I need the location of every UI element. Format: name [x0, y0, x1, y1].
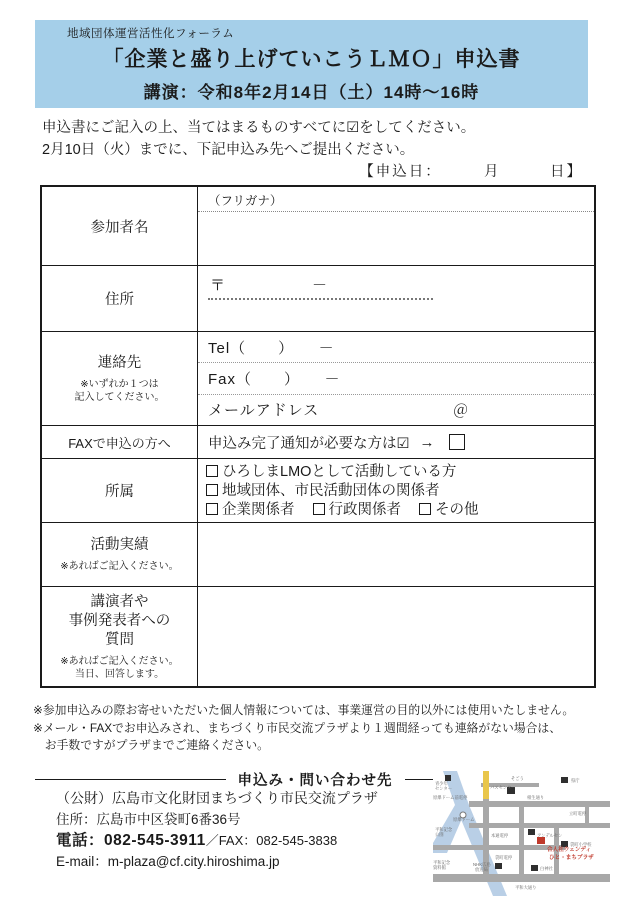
map-label-youth-center-1: 青少年 — [435, 781, 448, 786]
address-input-area[interactable] — [198, 266, 594, 331]
map-label-youth-center-2: センター — [435, 786, 453, 791]
questions-label-line3: 質問 — [105, 631, 134, 648]
address-label: 住所 — [42, 266, 198, 331]
checkbox-icon[interactable] — [206, 465, 218, 477]
privacy-note-line2: ※メール・FAXでお申込みされ、まちづくり市民交流プラザより１週間経っても連絡がない場合は、 — [33, 720, 562, 735]
tel-label: Tel（ ） － — [208, 339, 335, 357]
row-questions — [42, 586, 594, 686]
instruction-line-2: 2月10日（火）までに、下記申込み先へご提出ください。 — [42, 142, 415, 158]
organization-name: （公財）広島市文化財団まちづくり市民交流プラザ — [56, 790, 378, 806]
checkbox-icon[interactable] — [419, 503, 431, 515]
instruction-line-1: 申込書にご記入の上、当てはまるものすべてに☑をしてください。 — [42, 120, 476, 136]
apply-date-field: 【申込日： 月 日】 — [359, 164, 583, 180]
participant-name-input-area[interactable] — [198, 212, 594, 265]
postal-dotted-line — [208, 298, 433, 300]
map-label-peace-park-2: 公園 — [435, 832, 444, 837]
checkbox-icon[interactable] — [206, 503, 218, 515]
email-input-area[interactable] — [198, 394, 594, 425]
row-affiliation — [42, 458, 594, 522]
row-contact — [42, 331, 594, 425]
map-label-aioi-dori: 相生通り — [527, 795, 545, 800]
row-participant-name — [42, 187, 594, 265]
activity-label: 活動実績 — [90, 537, 149, 553]
affiliation-label: 所属 — [42, 459, 198, 522]
contact-label: 連絡先 — [97, 354, 142, 371]
map-label-peace-park-1: 平和記念 — [435, 827, 453, 832]
map-label-dome-stop: 原爆ドーム前電停 — [433, 795, 468, 800]
affiliation-option-label: ひろしまLMOとして活動している方 — [222, 464, 457, 480]
affiliation-option-other[interactable] — [419, 502, 479, 518]
furigana-label: （フリガナ） — [198, 187, 594, 212]
privacy-note-line3: お手数ですがプラザまでご連絡ください。 — [33, 738, 269, 752]
map-label-shirakami: 白神社 — [540, 866, 553, 871]
affiliation-option-company[interactable] — [206, 502, 295, 518]
map-label-andersen: アンデルセン — [537, 833, 563, 838]
participant-name-label: 参加者名 — [42, 187, 198, 265]
form-title: 「企業と盛り上げていこうＬＭＯ」申込書 — [102, 48, 521, 71]
activity-note: ※あればご記入ください。 — [60, 561, 179, 572]
activity-input-area[interactable] — [198, 523, 594, 586]
instructions — [42, 117, 475, 161]
privacy-note-line1: ※参加申込みの際お寄せいただいた個人情報については、事業運営の目的以外には使用いたしません。 — [33, 703, 575, 717]
questions-note-line2: 当日、回答します。 — [74, 668, 165, 680]
email-label: メールアドレス — [208, 402, 320, 420]
affiliation-option-label: 企業関係者 — [222, 502, 295, 518]
fax-label: Fax（ ） － — [208, 370, 341, 388]
at-sign: ＠ — [453, 402, 470, 420]
arrow-right-icon: → — [419, 433, 435, 451]
access-map — [433, 771, 610, 896]
divider-line-left — [35, 779, 226, 780]
map-label-museum-2: 資料館 — [433, 865, 446, 870]
affiliation-option-community[interactable] — [206, 482, 586, 501]
tel-number: 082-545-3911 — [104, 832, 206, 849]
map-label-peace-blvd: 平和大通り — [515, 885, 537, 890]
map-label-kencho: 県庁 — [571, 778, 580, 783]
row-address — [42, 265, 594, 331]
checkbox-icon[interactable] — [313, 503, 325, 515]
map-label-museum-1: 平和記念 — [433, 860, 451, 865]
tel-input-area[interactable] — [198, 332, 594, 362]
map-label-dome: 原爆ドーム — [453, 817, 475, 822]
postal-code-prefix: 〒 － — [210, 277, 330, 294]
email-address: E-mail：m-plaza@cf.city.hiroshima.jp — [56, 854, 280, 869]
row-fax-notice — [42, 425, 594, 458]
application-form-table — [40, 185, 596, 688]
contact-section-heading: 申込み・問い合わせ先 — [237, 773, 393, 789]
forum-name: 地域団体運営活性化フォーラム — [67, 28, 235, 40]
map-svg — [433, 771, 610, 896]
affiliation-option-lmo[interactable] — [206, 463, 586, 482]
privacy-notes — [33, 702, 574, 755]
contact-note-line2: 記入してください。 — [74, 391, 165, 403]
venue-name-line1: 合人社ウェンディ — [547, 847, 592, 853]
tel-prefix: 電話： — [56, 832, 105, 849]
fax-number: ／FAX：082-545-3838 — [205, 833, 338, 848]
questions-label-line2: 事例発表者への — [68, 612, 171, 629]
questions-label-cell — [42, 587, 198, 686]
contact-info — [56, 788, 378, 872]
map-label-tatemachi-stop: 立町電停 — [569, 811, 587, 816]
fax-notice-text: 申込み完了通知が必要な方は☑ — [208, 435, 410, 452]
map-label-elementary: 袋町小学校 — [570, 842, 592, 847]
venue-marker — [537, 837, 545, 844]
checkbox-icon[interactable] — [206, 484, 218, 496]
contact-label-cell — [42, 332, 198, 425]
map-label-nhk-2: 放送局 — [475, 867, 488, 872]
row-activity — [42, 522, 594, 586]
affiliation-option-label: 地域団体、市民活動団体の関係者 — [222, 483, 440, 499]
session-datetime: 講演：令和8年2月14日（土）14時～16時 — [143, 83, 480, 102]
venue-name-line2: ひと・まちプラザ — [549, 855, 594, 861]
tram-road-segment — [483, 771, 489, 799]
contact-note-line1: ※いずれか１つは — [80, 378, 159, 390]
questions-label-line1: 講演者や — [90, 593, 149, 610]
organization-address: 住所：広島市中区袋町6番36号 — [56, 812, 241, 827]
questions-input-area[interactable] — [198, 587, 594, 686]
map-label-nhk-1: NHK広島 — [473, 862, 491, 867]
map-label-bus-center: バスセンター — [490, 785, 516, 790]
affiliation-option-label: その他 — [435, 502, 479, 518]
map-label-sogo: そごう — [511, 776, 524, 781]
fax-notice-label: FAXで申込の方へ — [42, 426, 198, 458]
questions-note-line1: ※あればご記入ください。 — [60, 655, 179, 667]
map-label-fukuromachi-stop: 袋町電停 — [495, 855, 513, 860]
phone-line — [56, 830, 378, 851]
fax-confirm-checkbox[interactable] — [449, 434, 465, 450]
affiliation-option-label: 行政関係者 — [328, 502, 402, 518]
form-header — [35, 20, 588, 108]
activity-label-cell — [42, 523, 198, 586]
affiliation-option-government[interactable] — [313, 502, 402, 518]
fax-input-area[interactable] — [198, 362, 594, 393]
map-label-hondori-stop: 本通電停 — [491, 833, 509, 838]
